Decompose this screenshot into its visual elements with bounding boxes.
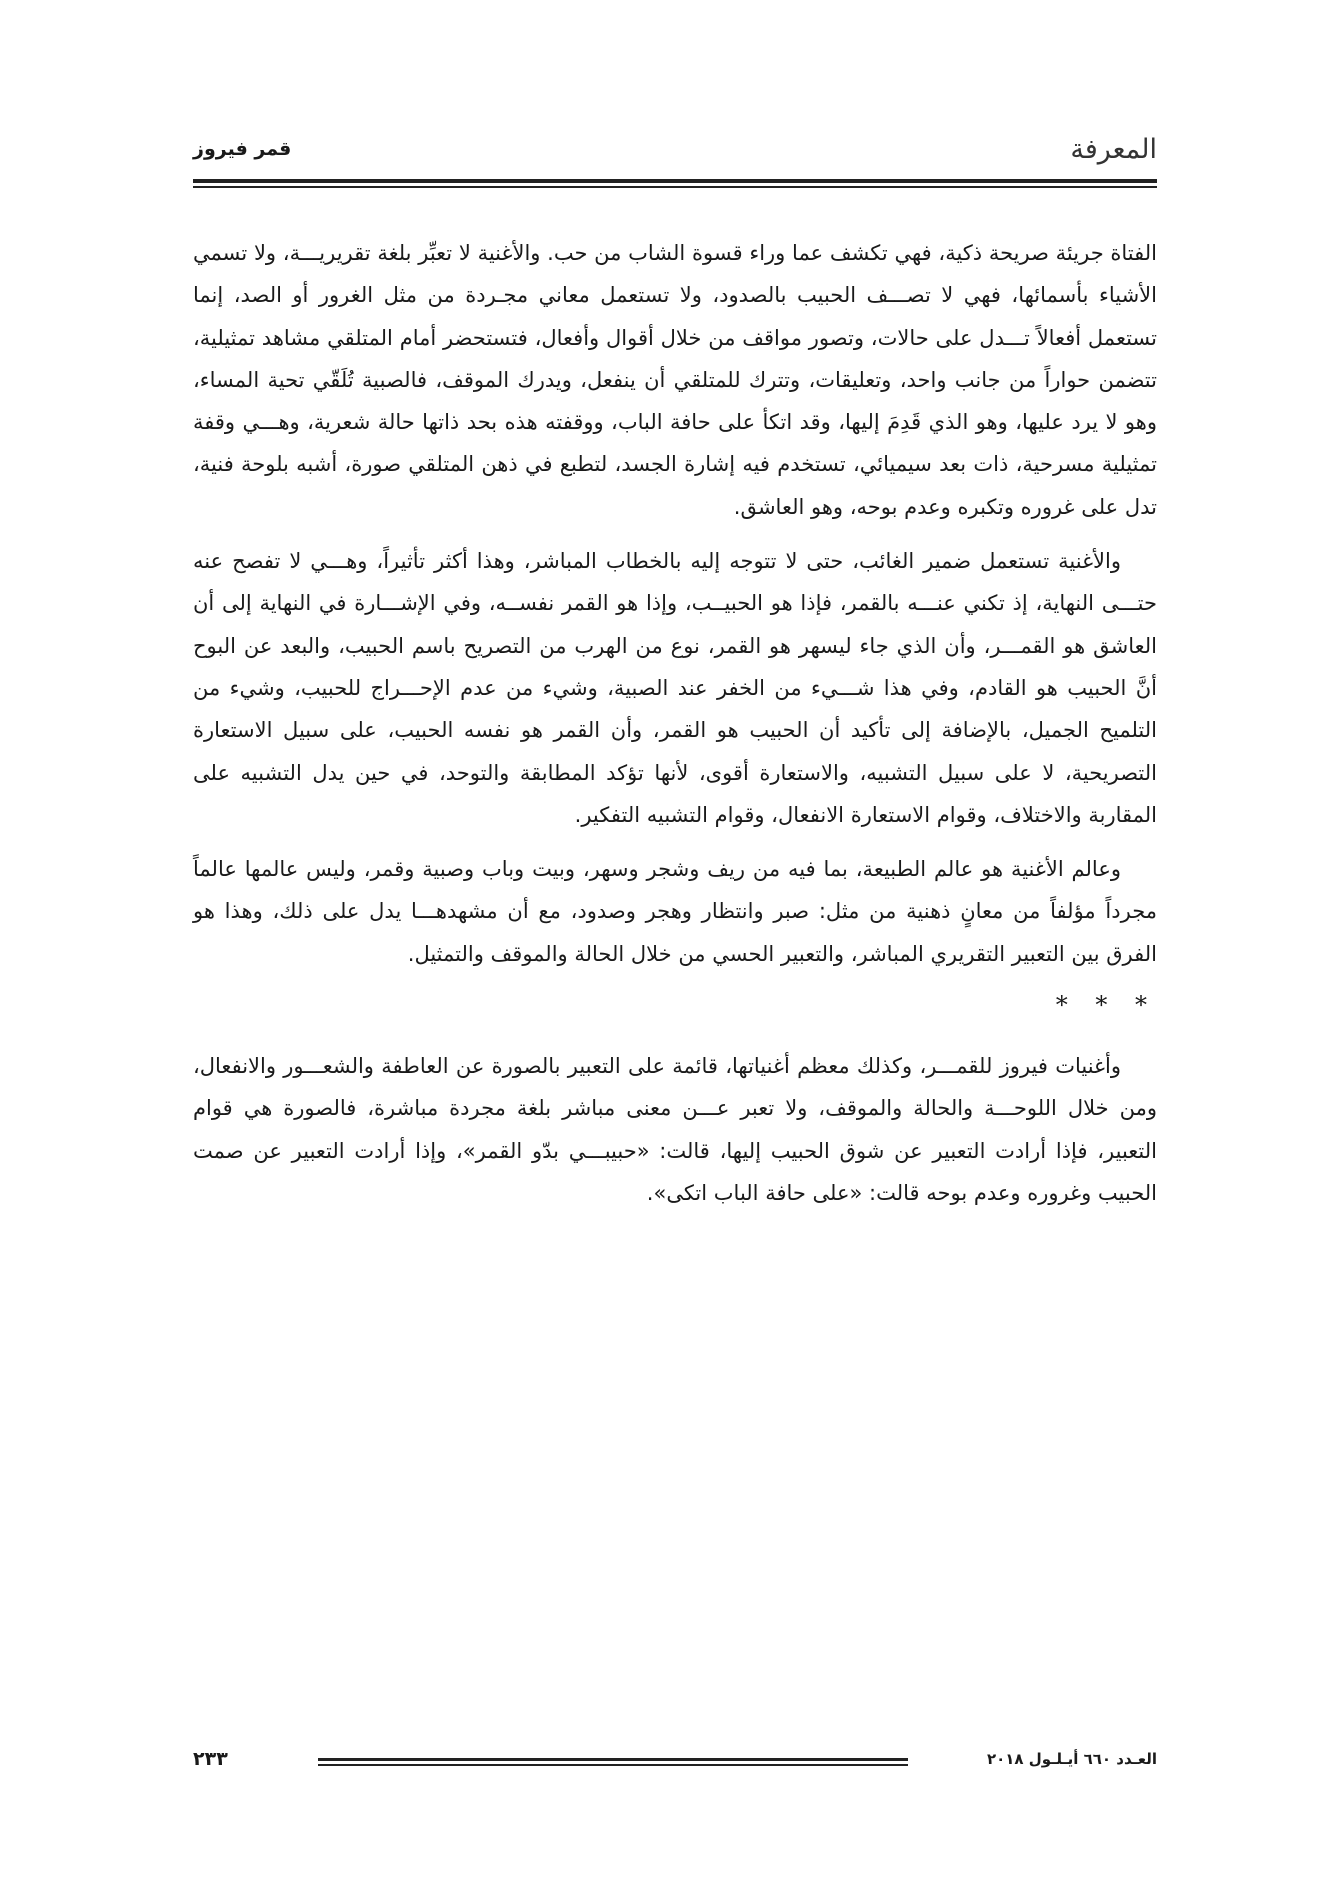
header-divider-thin (193, 186, 1157, 188)
footer-divider-thin (318, 1764, 908, 1766)
page-number: ٢٣٣ (193, 1748, 228, 1770)
section-separator: * * * (1055, 991, 1157, 1020)
issue-info: العـدد ٦٦٠ أيـلـول ٢٠١٨ (986, 1750, 1157, 1768)
paragraph-3: وعالم الأغنية هو عالم الطبيعة، بما فيه من ريف وشجر وسهر، وبيت وباب وصبية وقمر، وليس عالمها عالماً مجرداً مؤلفاً من معانٍ ذهنية من مثل: صبر وانتظار وهجر وصدود، مع أن مشهدهـــا يدل على ذلك، وهذا هو الفرق بين التعبير التقريري المباشر، والتعبير الحسي من خلال الحالة والموقف والتمثيل. (193, 857, 1157, 966)
article-body (193, 232, 1157, 1226)
header-divider-thick (193, 179, 1157, 183)
article-title: قمر فيروز (193, 138, 292, 160)
page-header (193, 128, 1157, 172)
magazine-logo: المعرفة (1070, 134, 1157, 165)
paragraph-2: والأغنية تستعمل ضمير الغائب، حتى لا تتوجه إليه بالخطاب المباشر، وهذا أكثر تأثيراً، وهـــي لا تفصح عنه حتـــى النهاية، إذ تكني عنـــه بالقمر، فإذا هو الحبيــب، وإذا هو القمر نفســه، وفي الإشـــارة في النهاية إلى أن العاشق هو القمـــر، وأن الذي جاء ليسهر هو القمر، نوع من الهرب من التصريح باسم الحبيب، والبعد عن البوح أنَّ الحبيب هو القادم، وفي هذا شـــيء من الخفر عند الصبية، وشيء من عدم الإحـــراج للحبيب، وشيء من التلميح الجميل، بالإضافة إلى تأكيد أن الحبيب هو القمر، وأن القمر هو نفسه الحبيب، على سبيل الاستعارة التصريحية، لا على سبيل التشبيه، والاستعارة أقوى، لأنها تؤكد المطابقة والتوحد، في حين يدل التشبيه على المقاربة والاختلاف، وقوام الاستعارة الانفعال، وقوام التشبيه التفكير. (193, 549, 1157, 827)
footer-divider-thick (318, 1758, 908, 1761)
paragraph-4: وأغنيات فيروز للقمـــر، وكذلك معظم أغنياتها، قائمة على التعبير بالصورة عن العاطفة والشعـــور والانفعال، ومن خلال اللوحـــة والحالة والموقف، ولا تعبر عـــن معنى مباشر بلغة مجردة مباشرة، فالصورة هي قوام التعبير، فإذا أرادت التعبير عن شوق الحبيب إليها، قالت: «حبيبـــي بدّو القمر»، وإذا أرادت التعبير عن صمت الحبيب وغروره وعدم بوحه قالت: «على حافة الباب اتكى». (193, 1054, 1157, 1205)
paragraph-1: الفتاة جريئة صريحة ذكية، فهي تكشف عما وراء قسوة الشاب من حب. والأغنية لا تعبِّر بلغة تقريريـــة، ولا تسمي الأشياء بأسمائها، فهي لا تصـــف الحبيب بالصدود، ولا تستعمل معاني مجـردة من مثل الغرور أو الصد، إنما تستعمل أفعالاً تـــدل على حالات، وتصور مواقف من خلال أقوال وأفعال، فتستحضر أمام المتلقي مشاهد تمثيلية، تتضمن حواراً من جانب واحد، وتعليقات، وتترك للمتلقي أن ينفعل، ويدرك الموقف، فالصبية تُلَقّي تحية المساء، وهو لا يرد عليها، وهو الذي قَدِمَ إليها، وقد اتكأ على حافة الباب، ووقفته هذه بحد ذاتها حالة شعرية، وهـــي وقفة تمثيلية مسرحية، ذات بعد سيميائي، تستخدم فيه إشارة الجسد، لتطبع في ذهن المتلقي صورة، أشبه بلوحة فنية، تدل على غروره وتكبره وعدم بوحه، وهو العاشق. (193, 241, 1157, 519)
